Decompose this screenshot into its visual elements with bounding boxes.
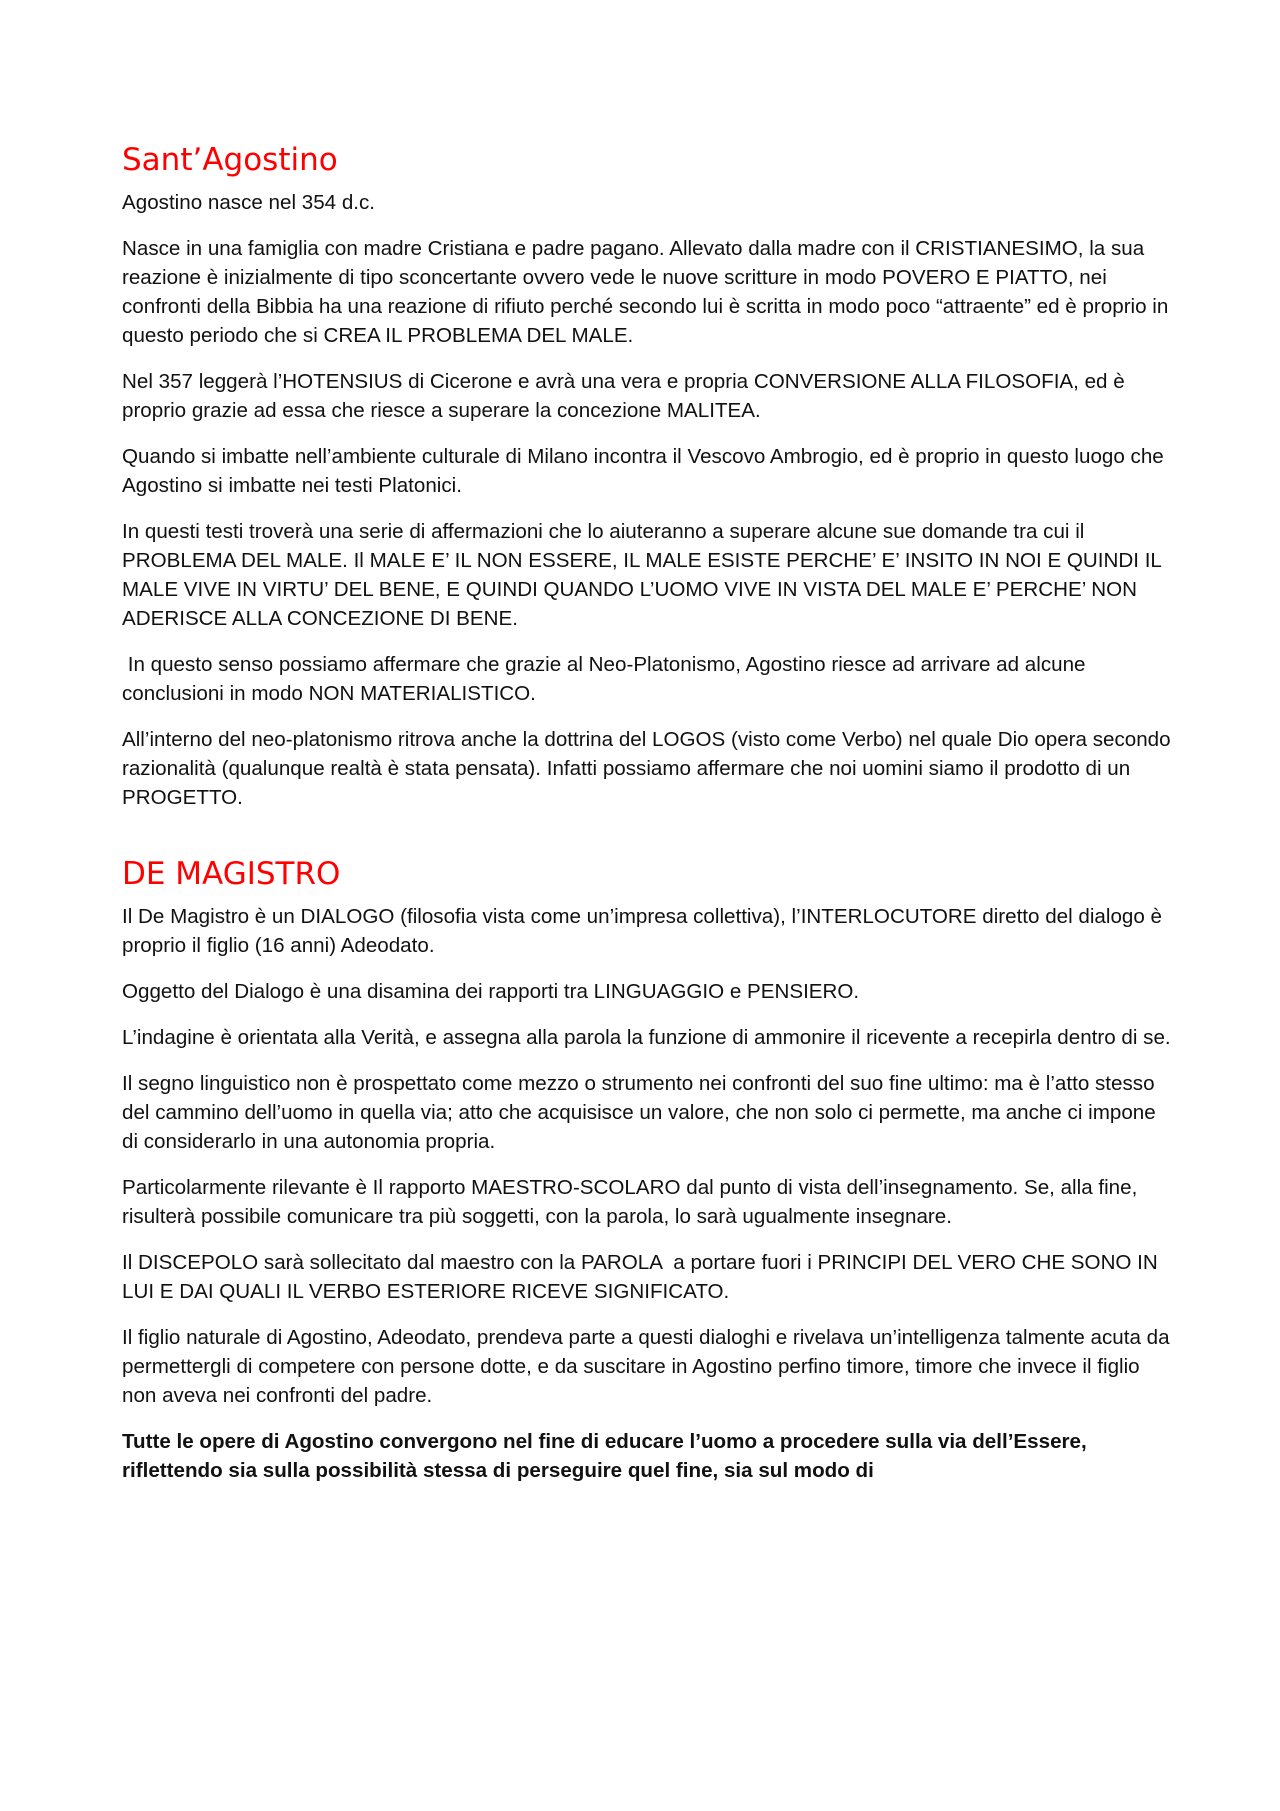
- paragraph: Il segno linguistico non è prospettato come mezzo o strumento nei confronti del suo fine ultimo: ma è l’atto stesso del cammino dell’uomo in quella via; atto che acquisisce un valore, che non solo ci permette, ma anche ci impone di considerarlo in una autonomia propria.: [122, 1072, 1156, 1153]
- paragraph: Il figlio naturale di Agostino, Adeodato, prendeva parte a questi dialoghi e rivelava un’intelligenza talmente acuta da permettergli di competere con persone dotte, e da suscitare in Agostino perfino timore, timore che invece il figlio non aveva nei confronti del padre.: [122, 1326, 1170, 1407]
- section-title-de-magistro: DE MAGISTRO: [122, 856, 341, 892]
- document-page: [122, 140, 1172, 1502]
- paragraph: L’indagine è orientata alla Verità, e assegna alla parola la funzione di ammonire il ricevente a recepirla dentro di se.: [122, 1026, 1171, 1049]
- paragraph: All’interno del neo-platonismo ritrova anche la dottrina del LOGOS (visto come Verbo) nel quale Dio opera secondo razionalità (qualunque realtà è stata pensata). Infatti possiamo affermare che noi uomini siamo il prodotto di un PROGETTO.: [122, 728, 1171, 809]
- paragraph: Il De Magistro è un DIALOGO (filosofia vista come un’impresa collettiva), l’INTERLOCUTORE diretto del dialogo è proprio il figlio (16 anni) Adeodato.: [122, 905, 1162, 957]
- paragraph: In questi testi troverà una serie di affermazioni che lo aiuteranno a superare alcune sue domande tra cui il PROBLEMA DEL MALE. Il MALE E’ IL NON ESSERE, IL MALE ESISTE PERCHE’ E’ INSITO IN NOI E QUINDI IL MALE VIVE IN VIRTU’ DEL BENE, E QUINDI QUANDO L’UOMO VIVE IN VISTA DEL MALE E’ PERCHE’ NON ADERISCE ALLA CONCEZIONE DI BENE.: [122, 520, 1162, 630]
- paragraph: Nasce in una famiglia con madre Cristiana e padre pagano. Allevato dalla madre con il CRISTIANESIMO, la sua reazione è inizialmente di tipo sconcertante ovvero vede le nuove scritture in modo POVERO E PIATTO, nei confronti della Bibbia ha una reazione di rifiuto perché secondo lui è scritta in modo poco “attraente” ed è proprio in questo periodo che si CREA IL PROBLEMA DEL MALE.: [122, 237, 1169, 347]
- paragraph: Agostino nasce nel 354 d.c.: [122, 191, 376, 214]
- paragraph: Il DISCEPOLO sarà sollecitato dal maestro con la PAROLA a portare fuori i PRINCIPI DEL VERO CHE SONO IN LUI E DAI QUALI IL VERBO ESTERIORE RICEVE SIGNIFICATO.: [122, 1251, 1164, 1303]
- bold-paragraph: Tutte le opere di Agostino convergono nel fine di educare l’uomo a procedere sulla via dell’Essere, riflettendo sia sulla possibilità stessa di perseguire quel fine, sia sul modo di: [122, 1430, 1087, 1482]
- paragraph: Particolarmente rilevante è Il rapporto MAESTRO-SCOLARO dal punto di vista dell’insegnamento. Se, alla fine, risulterà possibile comunicare tra più soggetti, con la parola, lo sarà ugualmente insegnare.: [122, 1176, 1138, 1228]
- paragraph: Oggetto del Dialogo è una disamina dei rapporti tra LINGUAGGIO e PENSIERO.: [122, 980, 860, 1003]
- section-title-sant-agostino: Sant’Agostino: [122, 142, 338, 178]
- paragraph: Nel 357 leggerà l’HOTENSIUS di Cicerone e avrà una vera e propria CONVERSIONE ALLA FILOSOFIA, ed è proprio grazie ad essa che riesce a superare la concezione MALITEA.: [122, 370, 1125, 422]
- paragraph: Quando si imbatte nell’ambiente culturale di Milano incontra il Vescovo Ambrogio, ed è proprio in questo luogo che Agostino si imbatte nei testi Platonici.: [122, 445, 1164, 497]
- paragraph: In questo senso possiamo affermare che grazie al Neo-Platonismo, Agostino riesce ad arrivare ad alcune conclusioni in modo NON MATERIALISTICO.: [122, 653, 1092, 705]
